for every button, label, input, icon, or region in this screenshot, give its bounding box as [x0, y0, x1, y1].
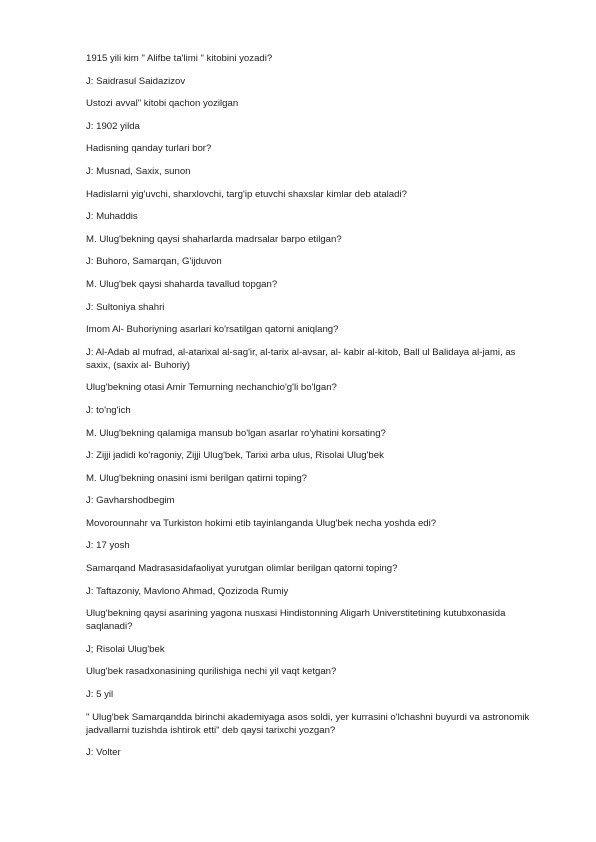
- answer-line: J: 17 yosh: [86, 540, 130, 552]
- question-line: Ulug'bekning otasi Amir Temurning nechanchio'g'li bo'lgan?: [86, 382, 337, 394]
- answer-line: J: Sultoniya shahri: [86, 301, 165, 313]
- answer-line: J: Muhaddis: [86, 211, 138, 223]
- question-line: " Ulug'bek Samarqandda birinchi akademiyaga asos soldi, yer kurrasini o'lchashni buyurdi va astronomik jadvallarni tuzishda ishtirok etti" deb qaysi tarixchi yozgan?: [86, 711, 530, 736]
- question-line: Ulug'bek rasadxonasining qurilishiga nechi yil vaqt ketgan?: [86, 666, 337, 678]
- question-line: Ulug'bekning qaysi asarining yagona nusxasi Hindistonning Aligarh Universtitetining kutubxonasida saqlanadi?: [86, 608, 506, 633]
- answer-line: J: to'ng'ich: [86, 404, 131, 416]
- question-line: M. Ulug'bekning onasini ismi berilgan qatirni toping?: [86, 472, 308, 484]
- answer-line: J; Risolai Ulug'bek: [86, 643, 165, 655]
- answer-line: J: Zijji jadidi ko'ragoniy, Zijji Ulug'bek, Tarixi arba ulus, Risolai Ulug'bek: [86, 450, 384, 462]
- question-line: M. Ulug'bekning qaysi shaharlarda madrsalar barpo etilgan?: [86, 233, 342, 245]
- answer-line: J: Al-Adab al mufrad, al-atarixal al-sag'ir, al-tarix al-avsar, al- kabir al-kitob, Ball ul Balidaya al-jami, as saxix, (saxix al- Buhoriy): [86, 346, 516, 371]
- question-line: M. Ulug'bek qaysi shaharda tavallud topgan?: [86, 278, 278, 290]
- question-line: Samarqand Madrasasidafaoliyat yurutgan olimlar berilgan qatorni toping?: [86, 563, 398, 575]
- question-line: 1915 yili kim " Alifbe ta'limi " kitobini yozadi?: [86, 53, 273, 64]
- answer-line: J: Volter: [86, 747, 121, 759]
- answer-line: J: Buhoro, Samarqan, G'ijduvon: [86, 256, 222, 268]
- document-body: [86, 52, 536, 769]
- answer-line: J: 1902 yilda: [86, 120, 140, 132]
- question-line: Movorounnahr va Turkiston hokimi etib tayinlanganda Ulug'bek necha yoshda edi?: [86, 517, 437, 529]
- answer-line: J: 5 yil: [86, 689, 114, 701]
- question-line: Hadislarni yig'uvchi, sharxlovchi, targ'ip etuvchi shaxslar kimlar deb ataladi?: [86, 188, 407, 200]
- answer-line: J: Taftazoniy, Mavlono Ahmad, Qozizoda Rumiy: [86, 585, 289, 597]
- question-line: Hadisning qanday turlari bor?: [86, 143, 212, 155]
- answer-line: J: Musnad, Saxix, sunon: [86, 165, 191, 177]
- answer-line: J: Gavharshodbegim: [86, 495, 175, 507]
- question-line: M. Ulug'bekning qalamiga mansub bo'lgan asarlar ro'yhatini korsating?: [86, 427, 386, 439]
- question-line: Imom Al- Buhoriyning asarlari ko'rsatilgan qatorni aniqlang?: [86, 324, 339, 336]
- answer-line: J: Saidrasul Saidazizov: [86, 75, 186, 87]
- question-line: Ustozi avval" kitobi qachon yozilgan: [86, 98, 239, 110]
